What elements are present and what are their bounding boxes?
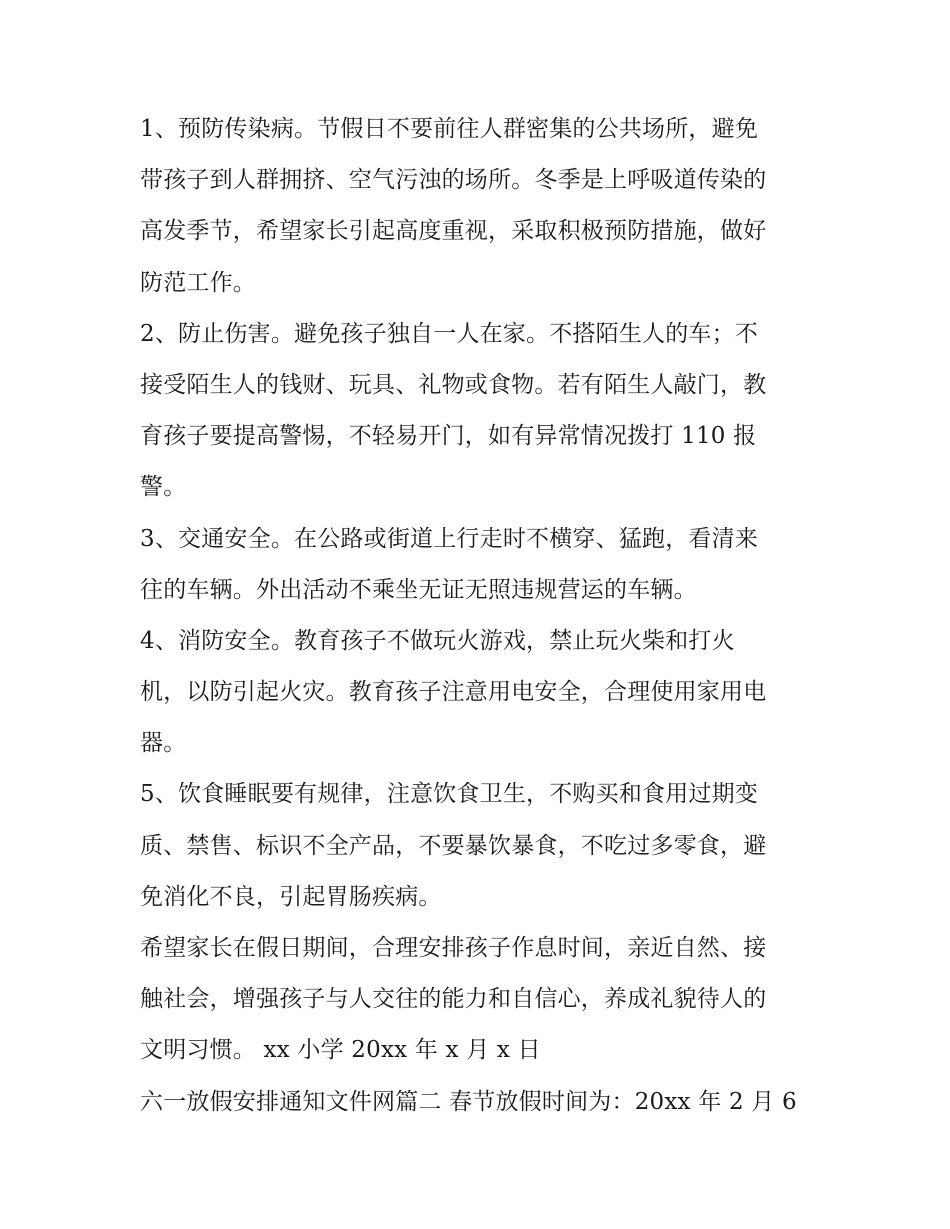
text-line: 质、禁售、标识不全产品，不要暴饮暴食，不吃过多零食，避 [140, 832, 767, 859]
text-line: 往的车辆。外出活动不乘坐无证无照违规营运的车辆。 [140, 576, 697, 603]
text-line: 带孩子到人群拥挤、空气污浊的场所。冬季是上呼吸道传染的 [140, 167, 767, 194]
text-line: 1、预防传染病。节假日不要前往人群密集的公共场所，避免 [140, 116, 759, 142]
text-line: 接受陌生人的钱财、玩具、礼物或食物。若有陌生人敲门，教 [140, 371, 767, 398]
text-line: 免消化不良，引起胃肠疾病。 [140, 883, 442, 910]
text-line: 文明习惯。 xx 小学 20xx 年 x 月 x 日 [140, 1037, 541, 1064]
document-body [140, 104, 820, 1128]
text-line: 机，以防引起火灾。教育孩子注意用电安全，合理使用家用电 [140, 679, 767, 706]
text-line: 触社会，增强孩子与人交往的能力和自信心，养成礼貌待人的 [140, 986, 767, 1013]
text-line: 4、消防安全。教育孩子不做玩火游戏，禁止玩火柴和打火 [140, 627, 735, 654]
text-line: 育孩子要提高警惕，不轻易开门，如有异常情况拨打 110 报 [140, 423, 757, 450]
text-line: 高发季节，希望家长引起高度重视，采取积极预防措施，做好 [140, 218, 767, 245]
text-line: 器。 [140, 730, 187, 757]
text-line: 希望家长在假日期间，合理安排孩子作息时间，亲近自然、接 [140, 935, 767, 961]
text-line: 3、交通安全。在公路或街道上行走时不横穿、猛跑，看清来 [140, 525, 759, 552]
text-line: 2、防止伤害。避免孩子独自一人在家。不搭陌生人的车；不 [140, 320, 759, 347]
text-line: 防范工作。 [140, 269, 256, 296]
text-line: 六一放假安排通知文件网篇二 春节放假时间为：20xx 年 2 月 6 [140, 1088, 797, 1115]
text-line: 5、饮食睡眠要有规律，注意饮食卫生，不购买和食用过期变 [140, 781, 759, 808]
text-line: 警。 [140, 474, 187, 501]
